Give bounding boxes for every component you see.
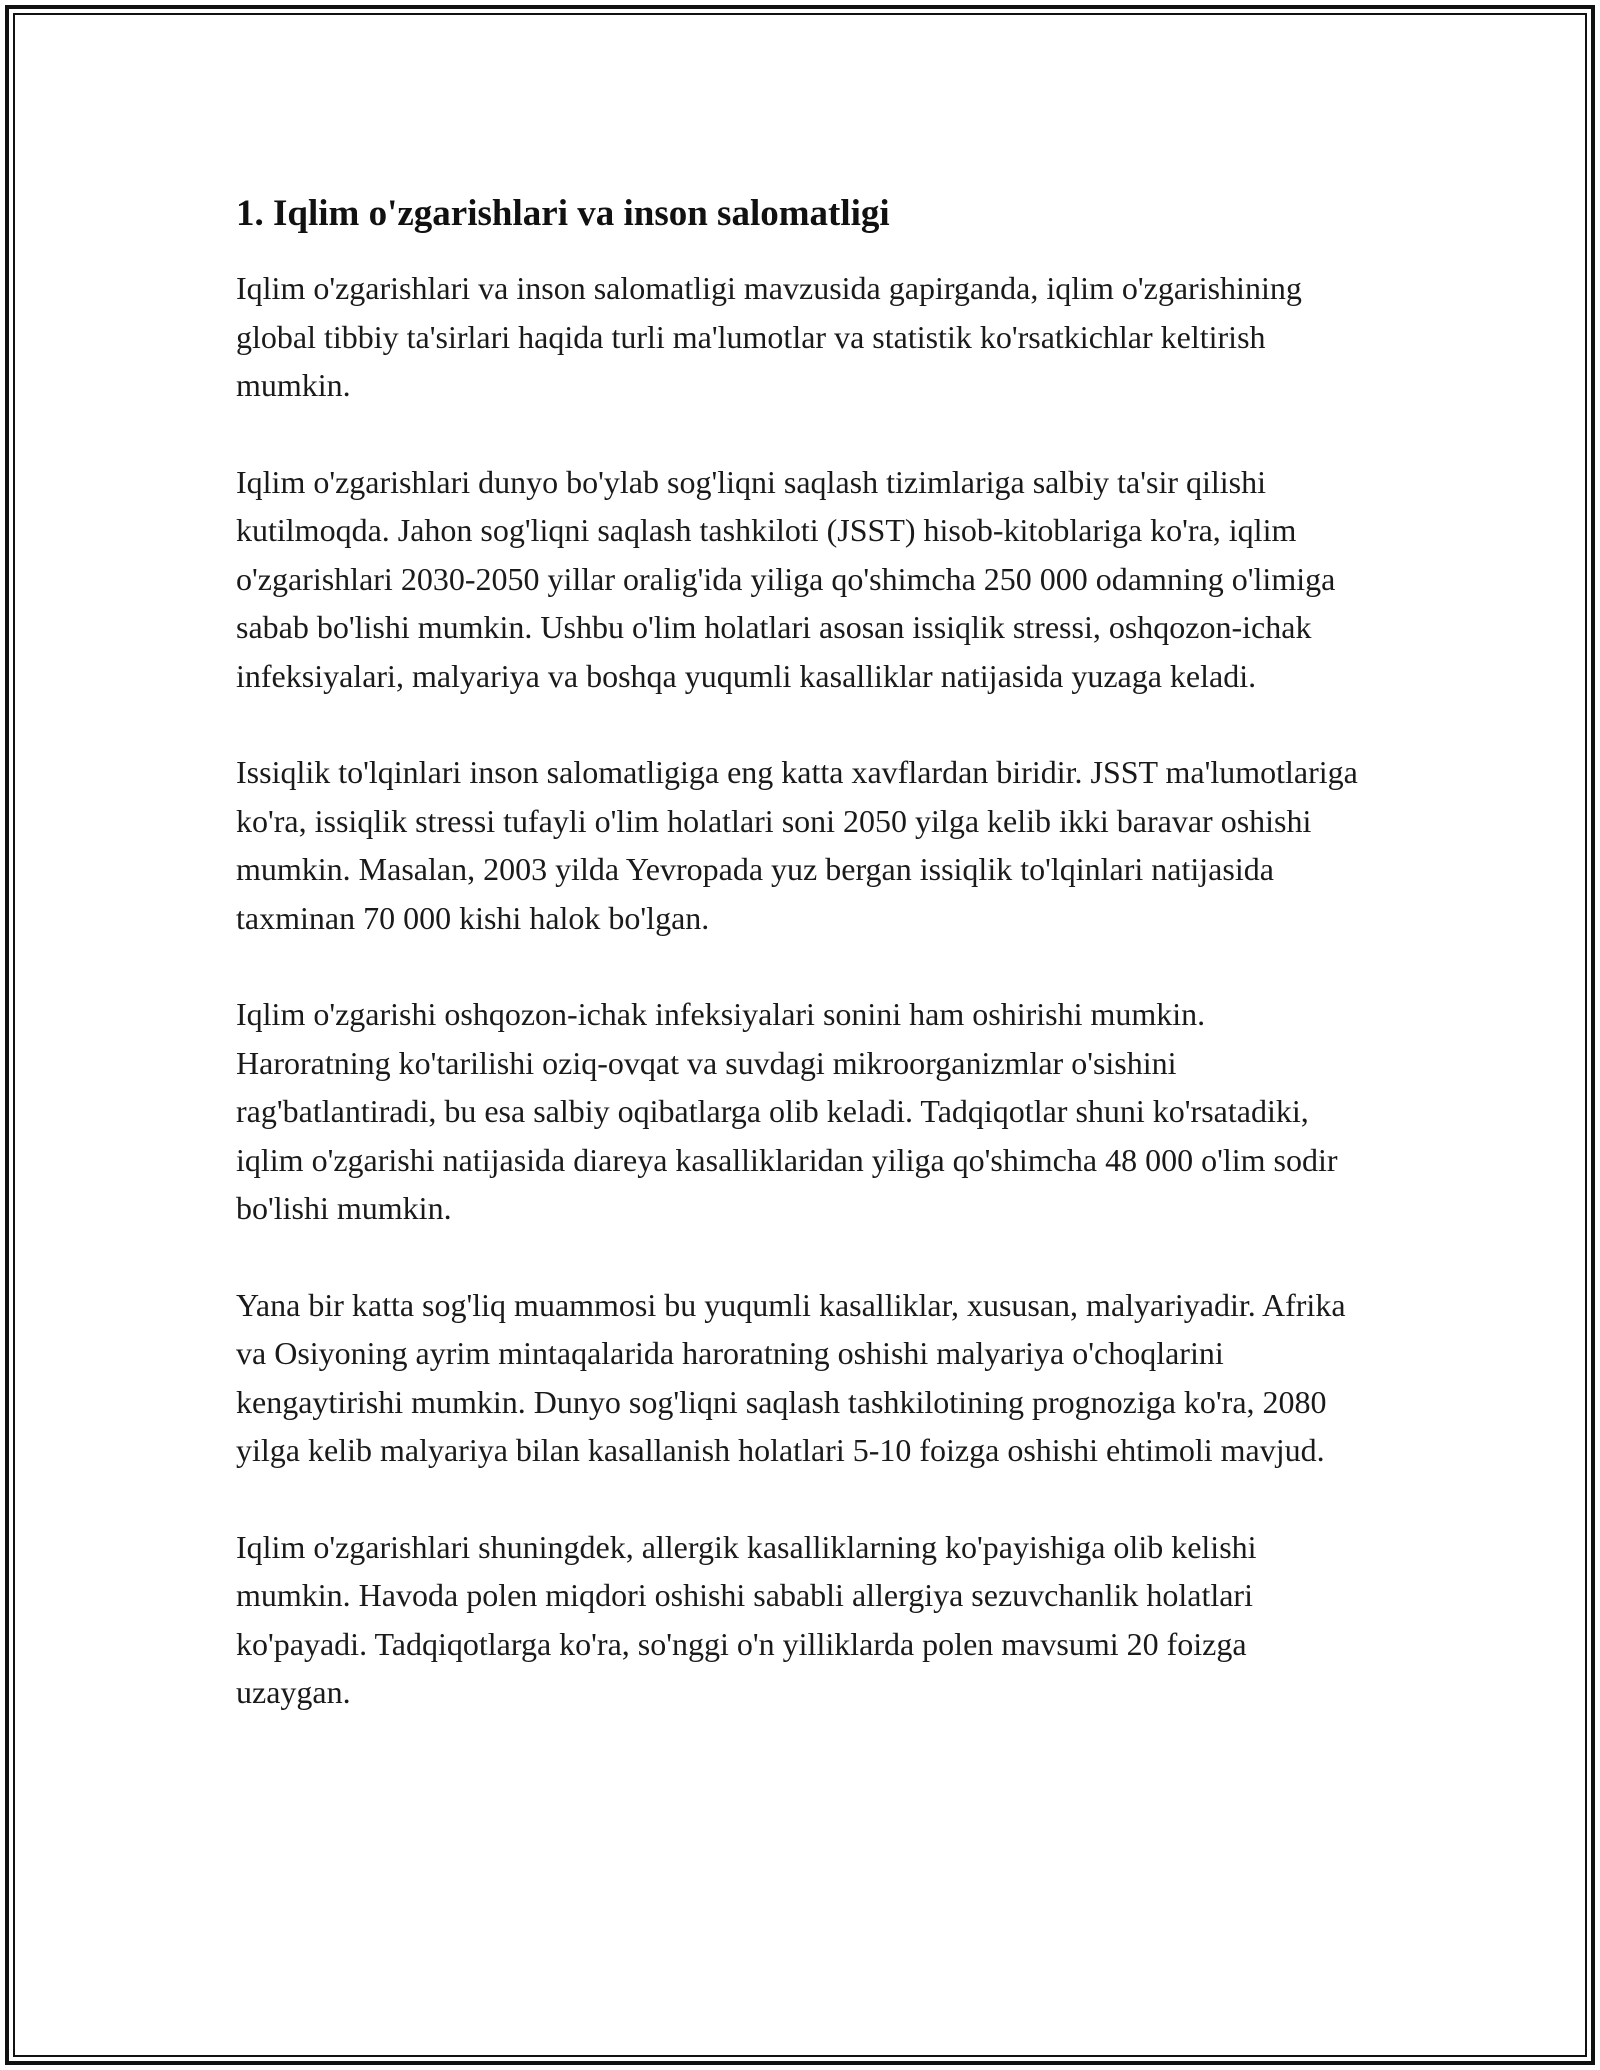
- paragraph-gastro-infections: Iqlim o'zgarishi oshqozon-ichak infeksiyalari sonini ham oshirishi mumkin. Haroratning ko'tarilishi oziq-ovqat va suvdagi mikroorganizmlar o'sishini rag'batlantiradi, bu esa salbiy oqibatlarga olib keladi. Tadqiqotlar shuni ko'rsatadiki, iqlim o'zgarishi natijasida diareya kasalliklaridan yiliga qo'shimcha 48 000 o'lim sodir bo'lishi mumkin.: [236, 996, 1338, 1226]
- paragraph-heat-waves: Issiqlik to'lqinlari inson salomatligiga eng katta xavflardan biridir. JSST ma'lumotlariga ko'ra, issiqlik stressi tufayli o'lim holatlari soni 2050 yilga kelib ikki baravar oshishi mumkin. Masalan, 2003 yilda Yevropada yuz bergan issiqlik to'lqinlari natijasida taxminan 70 000 kishi halok bo'lgan.: [236, 754, 1358, 936]
- paragraph-health-systems: Iqlim o'zgarishlari dunyo bo'ylab sog'liqni saqlash tizimlariga salbiy ta'sir qilishi kutilmoqda. Jahon sog'liqni saqlash tashkiloti (JSST) hisob-kitoblariga ko'ra, iqlim o'zgarishlari 2030-2050 yillar oralig'ida yiliga qo'shimcha 250 000 odamning o'limiga sabab bo'lishi mumkin. Ushbu o'lim holatlari asosan issiqlik stressi, oshqozon-ichak infeksiyalari, malyariya va boshqa yuqumli kasalliklar natijasida yuzaga keladi.: [236, 463, 1336, 694]
- section-heading: 1. Iqlim o'zgarishlari va inson salomatligi: [236, 193, 890, 234]
- document-body: [236, 186, 1366, 1765]
- paragraph-malaria: Yana bir katta sog'liq muammosi bu yuqumli kasalliklar, xususan, malyariyadir. Afrika va Osiyoning ayrim mintaqalarida haroratning oshishi malyariya o'choqlarini kengaytirishi mumkin. Dunyo sog'liqni saqlash tashkilotining prognoziga ko'ra, 2080 yilga kelib malyariya bilan kasallanish holatlari 5-10 foizga oshishi ehtimoli mavjud.: [236, 1286, 1346, 1468]
- paragraph-allergies: Iqlim o'zgarishlari shuningdek, allergik kasalliklarning ko'payishiga olib kelishi mumkin. Havoda polen miqdori oshishi sababli allergiya sezuvchanlik holatlari ko'payadi. Tadqiqotlarga ko'ra, so'nggi o'n yilliklarda polen mavsumi 20 foizga uzaygan.: [236, 1528, 1257, 1710]
- paragraph-intro: Iqlim o'zgarishlari va inson salomatligi mavzusida gapirganda, iqlim o'zgarishining global tibbiy ta'sirlari haqida turli ma'lumotlar va statistik ko'rsatkichlar keltirish mumkin.: [236, 270, 1302, 403]
